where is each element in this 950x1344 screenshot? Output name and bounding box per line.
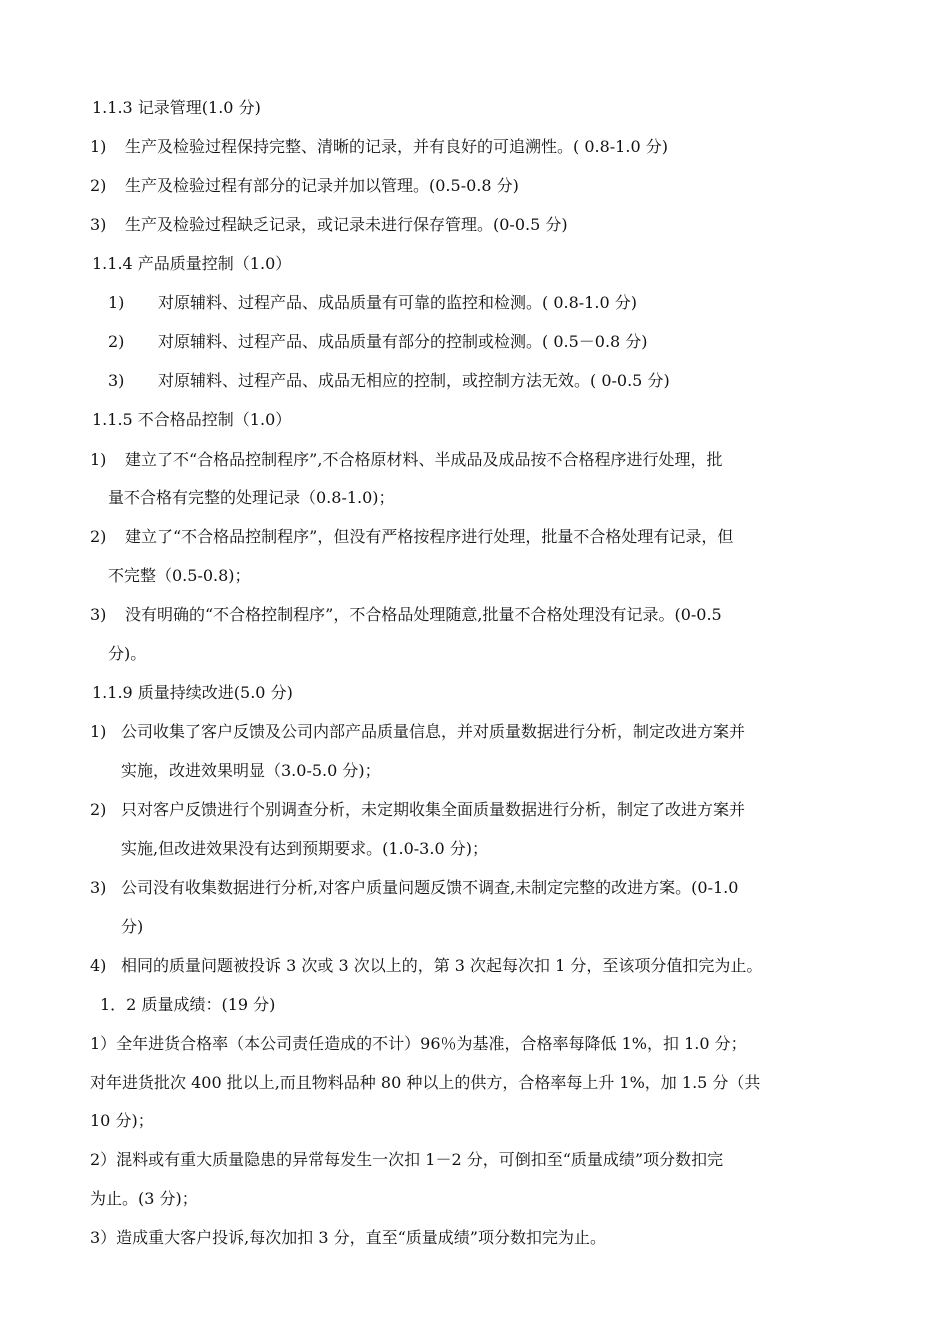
section-heading-1-1-9: 1.1.9 质量持续改进(5.0 分) <box>92 683 293 702</box>
paragraph-line: 为止。(3 分)； <box>90 1189 198 1208</box>
item-number: 4) <box>90 956 107 975</box>
item-text-continuation: 不完整（0.5-0.8)； <box>108 566 251 585</box>
item-number: 2) <box>108 332 125 351</box>
item-number: 3) <box>90 878 107 897</box>
item-text: 生产及检验过程保持完整、清晰的记录，并有良好的可追溯性。( 0.8-1.0 分) <box>125 137 668 156</box>
item-number: 1) <box>90 722 107 741</box>
item-text: 公司收集了客户反馈及公司内部产品质量信息，并对质量数据进行分析，制定改进方案并 <box>121 722 746 741</box>
item-text: 对原辅料、过程产品、成品无相应的控制，或控制方法无效。( 0-0.5 分) <box>158 371 670 390</box>
paragraph-line: 2）混料或有重大质量隐患的异常每发生一次扣 1－2 分，可倒扣至“质量成绩”项分数扣完 <box>90 1150 724 1169</box>
item-text: 建立了“不合格品控制程序”，但没有严格按程序进行处理，批量不合格处理有记录，但 <box>125 527 734 546</box>
item-text: 没有明确的“不合格控制程序”，不合格品处理随意,批量不合格处理没有记录。(0-0.5 <box>125 605 722 624</box>
item-text-continuation: 分)。 <box>108 644 147 663</box>
item-number: 2) <box>90 800 107 819</box>
item-text: 对原辅料、过程产品、成品质量有部分的控制或检测。( 0.5－0.8 分) <box>158 332 648 351</box>
item-number: 1) <box>108 293 125 312</box>
paragraph-line: 对年进货批次 400 批以上,而且物料品种 80 种以上的供方，合格率每上升 1%，加 1.5 分（共 <box>90 1073 761 1092</box>
item-number: 2) <box>90 527 107 546</box>
item-text-continuation: 分) <box>121 917 144 936</box>
item-number: 3) <box>90 605 107 624</box>
item-text: 建立了不“合格品控制程序”,不合格原材料、半成品及成品按不合格程序进行处理，批 <box>125 450 723 469</box>
section-heading-1-1-4: 1.1.4 产品质量控制（1.0） <box>92 254 292 273</box>
item-text: 只对客户反馈进行个别调查分析，未定期收集全面质量数据进行分析，制定了改进方案并 <box>121 800 746 819</box>
item-text: 对原辅料、过程产品、成品质量有可靠的监控和检测。( 0.8-1.0 分) <box>158 293 637 312</box>
item-text-continuation: 量不合格有完整的处理记录（0.8-1.0)； <box>108 488 395 507</box>
paragraph-line: 1）全年进货合格率（本公司责任造成的不计）96％为基准，合格率每降低 1%，扣 1.0 分； <box>90 1034 747 1053</box>
item-text: 相同的质量问题被投诉 3 次或 3 次以上的，第 3 次起每次扣 1 分，至该项分值扣完为止。 <box>121 956 763 975</box>
section-heading-1-1-5: 1.1.5 不合格品控制（1.0） <box>92 410 292 429</box>
item-text-continuation: 实施，改进效果明显（3.0-5.0 分)； <box>121 761 381 780</box>
item-number: 2) <box>90 176 107 195</box>
item-text: 生产及检验过程有部分的记录并加以管理。(0.5-0.8 分) <box>125 176 519 195</box>
section-heading-1-2: 1．2 质量成绩：(19 分) <box>100 995 276 1014</box>
item-number: 1) <box>90 450 107 469</box>
item-number: 1) <box>90 137 107 156</box>
item-text: 生产及检验过程缺乏记录，或记录未进行保存管理。(0-0.5 分) <box>125 215 568 234</box>
section-heading-1-1-3: 1.1.3 记录管理(1.0 分) <box>92 98 261 117</box>
item-number: 3) <box>90 215 107 234</box>
item-text: 公司没有收集数据进行分析,对客户质量问题反馈不调查,未制定完整的改进方案。(0-1.0 <box>121 878 739 897</box>
paragraph-line: 10 分)； <box>90 1111 154 1130</box>
item-text-continuation: 实施,但改进效果没有达到预期要求。(1.0-3.0 分)； <box>121 839 488 858</box>
item-number: 3) <box>108 371 125 390</box>
paragraph-line: 3）造成重大客户投诉,每次加扣 3 分，直至“质量成绩”项分数扣完为止。 <box>90 1228 606 1247</box>
